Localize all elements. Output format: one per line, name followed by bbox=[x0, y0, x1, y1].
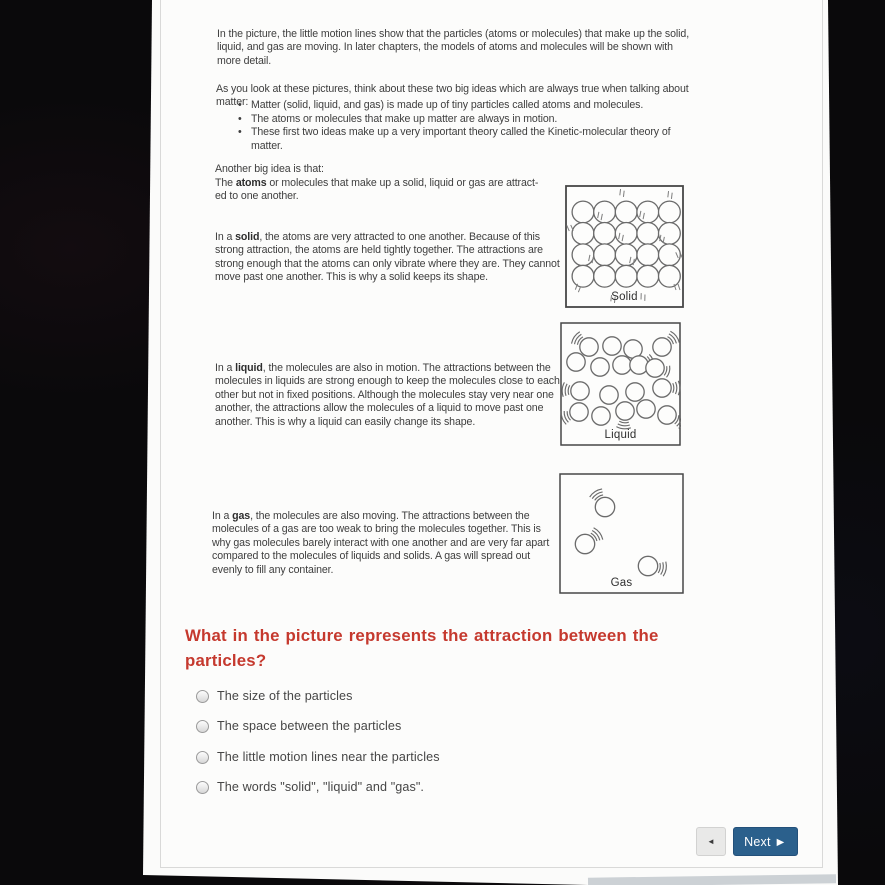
answer-option-3-label: The little motion lines near the particles bbox=[217, 750, 440, 764]
radio-option-2-icon[interactable] bbox=[196, 720, 209, 733]
answer-option-1[interactable] bbox=[196, 689, 353, 703]
question-text: What in the picture represents the attraction between the particles? bbox=[185, 626, 659, 670]
another-idea-line2: ed to one another. bbox=[215, 190, 299, 202]
liquid-diagram bbox=[560, 322, 681, 446]
answer-option-2-label: The space between the particles bbox=[217, 719, 402, 733]
radio-option-3-icon[interactable] bbox=[196, 751, 209, 764]
another-idea-title: Another big idea is that: bbox=[215, 163, 324, 175]
bullet-list bbox=[238, 99, 690, 153]
bullet-item: • Matter (solid, liquid, and gas) is made up of tiny particles called atoms and molecules. bbox=[238, 99, 690, 113]
gas-diagram bbox=[559, 473, 684, 594]
bullet-item: • These first two ideas make up a very important theory called the Kinetic-molecular theory of matter. bbox=[238, 126, 690, 153]
solid-diagram bbox=[565, 185, 684, 308]
liquid-paragraph: In a liquid, the molecules are also in motion. The attractions between the molecules in liquids are strong enough to keep the molecules close to each other but not in fixed positions. Although the molecules stay very near one another, the attractions allow the molecules of a liquid to move past one another. This is why a liquid can easily change its shape. bbox=[215, 361, 560, 428]
answer-option-2[interactable] bbox=[196, 719, 401, 733]
answer-option-4-label: The words "solid", "liquid" and "gas". bbox=[217, 780, 425, 794]
answer-option-3[interactable] bbox=[196, 750, 440, 764]
solid-paragraph: In a solid, the atoms are very attracted to one another. Because of this strong attraction, the atoms are held tightly together. The attractions are strong enough that the atoms can only vibrate where they are. They cannot move past one another. This is why a solid keeps its shape. bbox=[215, 230, 560, 284]
radio-option-1-icon[interactable] bbox=[196, 690, 209, 703]
another-idea-paragraph bbox=[215, 163, 567, 204]
another-idea-line1: The atoms or molecules that make up a solid, liquid or gas are attract- bbox=[215, 176, 539, 189]
gas-diagram-label: Gas bbox=[610, 577, 633, 589]
radio-option-4-icon[interactable] bbox=[196, 781, 209, 794]
back-button[interactable] bbox=[696, 827, 726, 856]
next-button[interactable] bbox=[733, 827, 798, 856]
big-ideas-paragraph: As you look at these pictures, think about these two big ideas which are always true when talking about matter: bbox=[216, 82, 689, 109]
bullet-item: • The atoms or molecules that make up matter are always in motion. bbox=[238, 113, 690, 127]
next-button-label: Next ► bbox=[744, 834, 787, 849]
answer-option-1-label: The size of the particles bbox=[217, 689, 353, 703]
gas-paragraph: In a gas, the molecules are also moving. The attractions between the molecules of a gas are too weak to bring the molecules together. This is why gas molecules barely interact with one another and are very far apart compared to the molecules of liquids and solids. A gas will spread out evenly to fill any container. bbox=[212, 509, 550, 576]
liquid-diagram-label: Liquid bbox=[604, 429, 637, 441]
solid-diagram-label: Solid bbox=[611, 291, 638, 303]
intro-paragraph: In the picture, the little motion lines show that the particles (atoms or molecules) that make up the solid, liquid, and gas are moving. In later chapters, the models of atoms and molecules will be shown with more detail. bbox=[217, 27, 690, 67]
answer-option-4[interactable] bbox=[196, 780, 424, 794]
back-arrow-icon: ◄ bbox=[707, 837, 715, 846]
